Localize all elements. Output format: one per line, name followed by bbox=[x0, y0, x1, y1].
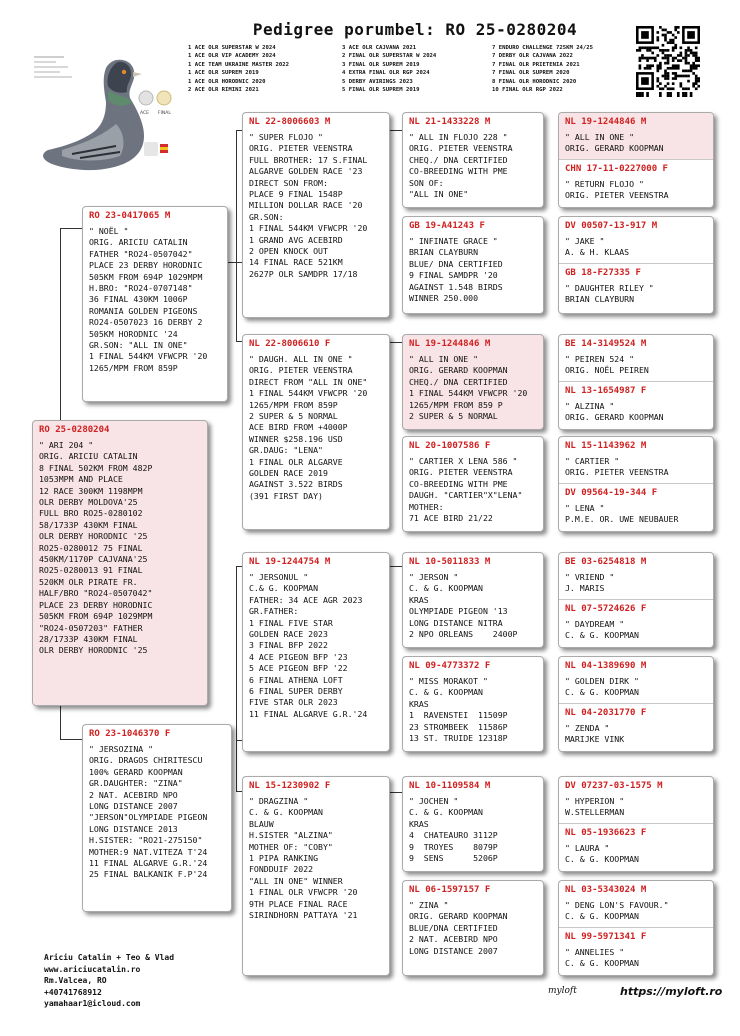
pigeon-description: " GOLDEN DIRK " C. & G. KOOPMAN bbox=[565, 676, 639, 698]
ring-number: NL 19-1244754 M bbox=[249, 557, 331, 567]
ring-number: NL 99-5971341 F bbox=[565, 932, 647, 942]
results-column bbox=[492, 44, 593, 94]
ring-number: GB 19-A41243 F bbox=[409, 221, 485, 231]
logo-label-final: FINAL bbox=[158, 111, 171, 116]
pigeon-entry bbox=[83, 725, 231, 912]
pedigree-card-gen2[interactable] bbox=[242, 112, 390, 318]
page-title: Pedigree porumbel: RO 25-0280204 bbox=[252, 20, 578, 39]
pigeon-entry-dam bbox=[559, 381, 713, 430]
pigeon-description: " INFINATE GRACE " BRIAN CLAYBURN BLUE/ DNA CERTIFIED 9 FINAL SAMDPR '20 AGAINST 1.548 BIRDS WINNER 250.000 bbox=[409, 236, 503, 304]
pigeon-description: " JOCHEN " C. & G. KOOPMAN KRAS 4 CHATEAURO 3112P 9 TROYES 8079P 9 SENS 5206P bbox=[409, 796, 498, 864]
result-line: 8 FINAL OLR HORODNIC 2020 bbox=[492, 78, 577, 85]
pigeon-entry-sire bbox=[559, 217, 713, 263]
pigeon-entry-dam bbox=[559, 703, 713, 752]
result-line: 2 ACE OLR RIMINI 2021 bbox=[188, 87, 259, 94]
pigeon-entry bbox=[243, 553, 389, 752]
pigeon-description: " DAYDREAM " C. & G. KOOPMAN bbox=[565, 619, 639, 641]
pigeon-description: " DENG LON'S FAVOUR." C. & G. KOOPMAN bbox=[565, 900, 669, 922]
pigeon-entry bbox=[403, 113, 543, 208]
pigeon-entry-dam bbox=[559, 159, 713, 208]
ring-number: NL 15-1230902 F bbox=[249, 781, 331, 791]
result-line: 1 ACE OLR SUPERSTAR W 2024 bbox=[188, 45, 276, 51]
pedigree-card-dam[interactable] bbox=[82, 724, 232, 912]
ring-number: CHN 17-11-0227000 F bbox=[565, 164, 668, 174]
pigeon-description: " ALZINA " ORIG. GERARD KOOPMAN bbox=[565, 401, 664, 423]
ring-number: NL 04-2031770 F bbox=[565, 708, 647, 718]
pigeon-description: " NOËL " ORIG. ARICIU CATALIN FATHER "RO24-0507042" PLACE 23 DERBY HORODNIC 505KM FROM 694P 1029MPM H.BRO: "RO24-0707148" 36 FINAL 430KM 1006P ROMANIA GOLDEN PIGEONS RO24-0507023 16 DERBY 2 505KM HORODNIC '24 GR.SON: "ALL IN ONE" 1 FINAL 544KM VFWCPR '20 1265/MPM FROM 859P bbox=[89, 226, 208, 373]
pigeon-entry-sire bbox=[559, 335, 713, 381]
pedigree-card-gen4[interactable] bbox=[558, 436, 714, 532]
pigeon-description: " DAUGH. ALL IN ONE " ORIG. PIETER VEENSTRA DIRECT FROM "ALL IN ONE" 1 FINAL 544KM VFWCPR '20 1265/MPM FROM 859P 2 SUPER & 5 NORMAL ACE BIRD FROM +4000P WINNER $258.196 USD GR.DAUG: "LENA" 1 FINAL OLR ALGARVE GOLDEN RACE 2019 AGAINST 3.522 BIRDS (391 FIRST DAY) bbox=[249, 354, 368, 501]
ring-number: RO 23-1046370 F bbox=[89, 729, 171, 739]
pedigree-card-gen4[interactable] bbox=[558, 112, 714, 208]
pigeon-logo bbox=[32, 50, 184, 178]
website-link[interactable]: https://myloft.ro bbox=[620, 985, 723, 998]
pigeon-description: " LAURA " C. & G. KOOPMAN bbox=[565, 843, 639, 865]
pigeon-entry bbox=[403, 881, 543, 976]
pigeon-entry-sire bbox=[559, 553, 713, 599]
brand-footer[interactable] bbox=[548, 984, 723, 1004]
ring-number: DV 00507-13-917 M bbox=[565, 221, 658, 231]
pedigree-card-gen3[interactable] bbox=[402, 880, 544, 976]
pigeon-entry-dam bbox=[559, 927, 713, 976]
pigeon-entry-dam bbox=[559, 823, 713, 872]
pedigree-card-gen3[interactable] bbox=[402, 112, 544, 208]
ring-number: NL 20-1007586 F bbox=[409, 441, 491, 451]
pigeon-entry bbox=[403, 777, 543, 872]
pedigree-card-gen4[interactable] bbox=[558, 334, 714, 430]
pedigree-card-gen3[interactable] bbox=[402, 552, 544, 648]
ring-number: NL 03-5343024 M bbox=[565, 885, 647, 895]
result-line: 7 FINAL OLR PRIETENIA 2021 bbox=[492, 61, 580, 68]
ring-number: NL 19-1244846 M bbox=[409, 339, 491, 349]
ring-number: NL 07-5724626 F bbox=[565, 604, 647, 614]
pigeon-description: " JERSOZINA " ORIG. DRAGOS CHIRITESCU 100% GERARD KOOPMAN GR.DAUGHTER: "ZINA" 2 NAT. ACEBIRD NPO LONG DISTANCE 2007 "JERSON"OLYMPIADE PIGEON LONG DISTANCE 2013 H.SISTER: "RO21-275150" MOTHER:9 NAT.VITEZA T'24 11 FINAL ALGARVE G.R.'24 25 FINAL BALKANIK F.P'24 bbox=[89, 744, 208, 880]
pigeon-entry bbox=[243, 113, 389, 318]
pigeon-entry-dam bbox=[559, 483, 713, 532]
pigeon-entry bbox=[33, 421, 207, 706]
pigeon-description: " CARTIER " ORIG. PIETER VEENSTRA bbox=[565, 456, 669, 478]
result-line: 5 DERBY AVIRINGS 2023 bbox=[342, 78, 413, 85]
pigeon-description: " ANNELIES " C. & G. KOOPMAN bbox=[565, 947, 639, 969]
pigeon-entry bbox=[403, 217, 543, 314]
ring-number: NL 06-1597157 F bbox=[409, 885, 491, 895]
results-column bbox=[188, 44, 289, 94]
pedigree-card-subject[interactable] bbox=[32, 420, 208, 706]
myloft-logo: myloft bbox=[548, 986, 577, 996]
result-line: 5 FINAL OLR SUPREM 2019 bbox=[342, 87, 420, 94]
results-column bbox=[342, 44, 436, 94]
pedigree-card-gen2[interactable] bbox=[242, 334, 390, 530]
pigeon-description: " CARTIER X LENA 586 " ORIG. PIETER VEENSTRA CO-BREEDING WITH PME DAUGH. "CARTIER"X"LENA" MOTHER: 71 ACE BIRD 21/22 bbox=[409, 456, 523, 524]
ring-number: NL 21-1433228 M bbox=[409, 117, 491, 127]
ring-number: NL 10-1109584 M bbox=[409, 781, 491, 791]
pigeon-description: " VRIEND " J. MARIS bbox=[565, 572, 615, 594]
ring-number: NL 22-8006610 F bbox=[249, 339, 331, 349]
pigeon-description: " ALL IN ONE " ORIG. GERARD KOOPMAN CHEQ./ DNA CERTIFIED 1 FINAL 544KM VFWCPR '20 1265/MPM FROM 859 P 2 SUPER & 5 NORMAL bbox=[409, 354, 528, 422]
connector-line bbox=[390, 130, 402, 131]
ring-number: BE 14-3149524 M bbox=[565, 339, 647, 349]
ring-number: NL 15-1143962 M bbox=[565, 441, 647, 451]
ring-number: BE 03-6254818 M bbox=[565, 557, 647, 567]
pigeon-description: " SUPER FLOJO " ORIG. PIETER VEENSTRA FULL BROTHER: 17 S.FINAL ALGARVE GOLDEN RACE '23 DIRECT SON FROM: PLACE 9 FINAL 1548P MILLION DOLLAR RACE '20 GR.SON: 1 FINAL 544KM VFWCPR '20 1 GRAND AVG ACEBIRD 2 OPEN KNOCK OUT 14 FINAL RACE 521KM 2627P OLR SAMDPR 17/18 bbox=[249, 132, 368, 279]
connector-line bbox=[390, 342, 402, 343]
ring-number: GB 18-F27335 F bbox=[565, 268, 641, 278]
pigeon-entry-dam bbox=[559, 599, 713, 648]
result-line: 1 ACE OLR HORODNIC 2020 bbox=[188, 78, 266, 85]
pigeon-entry-sire bbox=[559, 113, 713, 159]
pigeon-description: " JAKE " A. & H. KLAAS bbox=[565, 236, 630, 258]
result-line: 7 DERBY OLR CAJVANA 2022 bbox=[492, 53, 573, 60]
pedigree-card-sire[interactable] bbox=[82, 206, 228, 402]
pedigree-card-gen4[interactable] bbox=[558, 216, 714, 314]
pigeon-description: " ALL IN FLOJO 228 " ORIG. PIETER VEENSTRA CHEQ./ DNA CERTIFIED CO-BREEDING WITH PME SON OF: "ALL IN ONE" bbox=[409, 132, 513, 200]
result-line: 4 EXTRA FINAL OLR RGP 2024 bbox=[342, 70, 430, 77]
ring-number: DV 07237-03-1575 M bbox=[565, 781, 663, 791]
pigeon-entry-dam bbox=[559, 263, 713, 314]
ring-number: RO 25-0280204 bbox=[39, 425, 110, 435]
result-line: 7 FINAL OLR SUPREM 2020 bbox=[492, 70, 570, 77]
connector-line bbox=[390, 792, 402, 793]
contact-info: Ariciu Catalin + Teo & Vlad www.ariciucatalin.ro Rm.Valcea, RO +40741768912 yamahaar1@icloud.com bbox=[44, 953, 175, 1009]
pigeon-entry bbox=[243, 335, 389, 530]
pigeon-description: " ARI 204 " ORIG. ARICIU CATALIN 8 FINAL 502KM FROM 482P 1053MPM AND PLACE 12 RACE 300KM 1198MPM OLR DERBY MOLDOVA'25 FULL BRO RO25-0280102 58/1733P 430KM FINAL OLR DERBY HORODNIC '25 RO25-0280012 75 FINAL 450KM/1170P CAJVANA'25 RO25-0280013 91 FINAL 520KM OLR PIRATE FR. HALF/BRO "RO24-0507042" PLACE 23 DERBY HORODNIC 505KM FROM 694P 1029MPM "RO24-0507203" FATHER 28/1733P 430KM FINAL OLR DERBY HORODNIC '25 bbox=[39, 440, 153, 656]
pigeon-entry bbox=[83, 207, 227, 402]
pigeon-entry bbox=[403, 437, 543, 532]
result-line: 2 FINAL OLR SUPERSTAR W 2024 bbox=[342, 53, 437, 60]
pigeon-description: " ZINA " ORIG. GERARD KOOPMAN BLUE/DNA CERTIFIED 2 NAT. ACEBIRD NPO LONG DISTANCE 2007 bbox=[409, 900, 508, 956]
pigeon-description: " DAUGHTER RILEY " BRIAN CLAYBURN bbox=[565, 283, 654, 305]
pedigree-card-gen3[interactable] bbox=[402, 334, 544, 430]
result-line: 3 FINAL OLR SUPREM 2019 bbox=[342, 61, 420, 68]
connector-line bbox=[390, 566, 402, 567]
pedigree-card-gen2[interactable] bbox=[242, 552, 390, 752]
pedigree-card-gen3[interactable] bbox=[402, 656, 544, 752]
logo-label-ace: ACE bbox=[140, 111, 149, 116]
result-line: 7 ENDURO CHALLENGE 725KM 24/25 bbox=[492, 45, 594, 51]
pigeon-entry-sire bbox=[559, 437, 713, 483]
pedigree-card-gen4[interactable] bbox=[558, 880, 714, 976]
pedigree-card-gen3[interactable] bbox=[402, 216, 544, 314]
pigeon-description: " RETURN FLOJO " ORIG. PIETER VEENSTRA bbox=[565, 179, 669, 201]
pigeon-entry bbox=[403, 335, 543, 430]
result-line: 1 ACE TEAM UKRAINE MASTER 2022 bbox=[188, 61, 290, 68]
pigeon-entry bbox=[403, 553, 543, 648]
result-line: 3 ACE OLR CAJVANA 2021 bbox=[342, 45, 417, 51]
qr-code-icon[interactable] bbox=[636, 26, 700, 98]
pigeon-description: " ALL IN ONE " ORIG. GERARD KOOPMAN bbox=[565, 132, 664, 154]
ring-number: NL 13-1654987 F bbox=[565, 386, 647, 396]
ring-number: NL 19-1244846 M bbox=[565, 117, 647, 127]
ring-number: NL 10-5011833 M bbox=[409, 557, 491, 567]
pedigree-card-gen3[interactable] bbox=[402, 776, 544, 872]
pigeon-description: " PEIREN 524 " ORIG. NOËL PEIREN bbox=[565, 354, 649, 376]
pigeon-description: " JERSONUL " C.& G. KOOPMAN FATHER: 34 ACE AGR 2023 GR.FATHER: 1 FINAL FIVE STAR GOLDEN RACE 2023 3 FINAL BFP 2022 4 ACE PIGEON BFP '23 5 ACE PIGEON BFP '22 6 FINAL ATHENA LOFT 6 FINAL SUPER DERBY FIVE STAR OLR 2023 11 FINAL ALGARVE G.R.'24 bbox=[249, 572, 368, 719]
pigeon-description: " MISS MORAKOT " C. & G. KOOPMAN KRAS 1 RAVENSTEI 11509P 23 STROMBEEK 11586P 13 ST. TRUIDE 12318P bbox=[409, 676, 508, 744]
pedigree-card-gen4[interactable] bbox=[558, 552, 714, 648]
ring-number: RO 23-0417065 M bbox=[89, 211, 171, 221]
pigeon-entry-sire bbox=[559, 881, 713, 927]
pigeon-entry-sire bbox=[559, 777, 713, 823]
pedigree-card-gen4[interactable] bbox=[558, 776, 714, 872]
pigeon-description: " ZENDA " MARIJKE VINK bbox=[565, 723, 625, 745]
result-line: 1 ACE OLR SUPREM 2019 bbox=[188, 70, 259, 77]
pigeon-entry bbox=[243, 777, 389, 976]
ring-number: NL 04-1389690 M bbox=[565, 661, 647, 671]
pigeon-entry-sire bbox=[559, 657, 713, 703]
pigeon-description: " HYPERION " W.STELLERMAN bbox=[565, 796, 625, 818]
ring-number: NL 22-8006603 M bbox=[249, 117, 331, 127]
pigeon-description: " LENA " P.M.E. OR. UWE NEUBAUER bbox=[565, 503, 679, 525]
result-line: 1 ACE OLR VIP ACADEMY 2024 bbox=[188, 53, 276, 60]
pedigree-card-gen4[interactable] bbox=[558, 656, 714, 752]
ring-number: DV 09564-19-344 F bbox=[565, 488, 658, 498]
pedigree-card-gen2[interactable] bbox=[242, 776, 390, 976]
pigeon-description: " JERSON " C. & G. KOOPMAN KRAS OLYMPIADE PIGEON '13 LONG DISTANCE NITRA 2 NPO ORLEANS 2400P bbox=[409, 572, 518, 640]
result-line: 10 FINAL OLR RGP 2022 bbox=[492, 87, 563, 94]
pedigree-card-gen3[interactable] bbox=[402, 436, 544, 532]
pigeon-entry bbox=[403, 657, 543, 752]
ring-number: NL 05-1936623 F bbox=[565, 828, 647, 838]
results-list bbox=[188, 44, 628, 106]
ring-number: NL 09-4773372 F bbox=[409, 661, 491, 671]
pigeon-description: " DRAGZINA " C. & G. KOOPMAN BLAUW H.SISTER "ALZINA" MOTHER OF: "COBY" 1 PIPA RANKING FONDDUIF 2022 "ALL IN ONE" WINNER 1 FINAL OLR VFWCPR '20 9TH PLACE FINAL RACE SIRINDHORN PATTAYA '21 bbox=[249, 796, 358, 921]
